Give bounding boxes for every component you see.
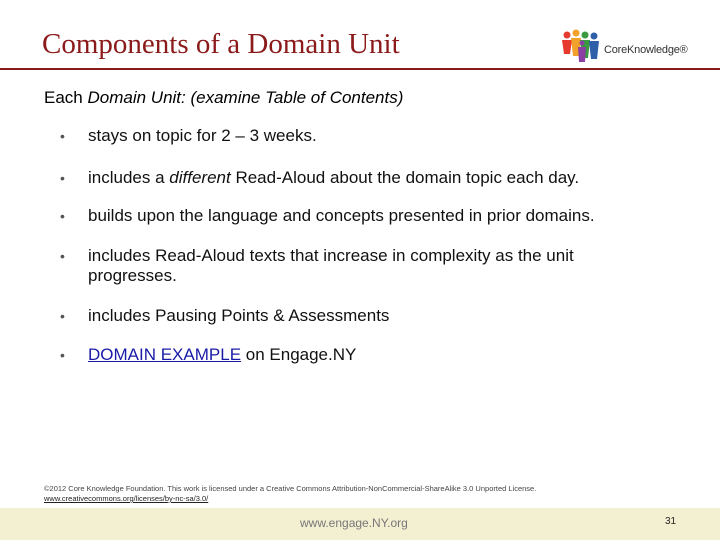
lead-italic: Domain Unit: (examine Table of Contents) bbox=[87, 88, 404, 107]
bullet-text: stays on topic for 2 – 3 weeks. bbox=[88, 126, 317, 145]
license-link[interactable]: www.creativecommons.org/licenses/by-nc-sa/3.0/ bbox=[44, 494, 209, 503]
bullet-item bbox=[60, 345, 660, 365]
bullet-list bbox=[60, 126, 660, 365]
bullet-item bbox=[60, 126, 660, 146]
page-number: 31 bbox=[665, 516, 677, 527]
bullet-item bbox=[60, 306, 660, 326]
bullet-icon: • bbox=[60, 347, 65, 363]
license-text: ©2012 Core Knowledge Foundation. This work is licensed under a Creative Commons Attribution-NonCommercial-ShareAlike 3.0 Unported License. bbox=[44, 484, 537, 493]
bullet-item bbox=[60, 246, 660, 286]
bullet-text-italic: different bbox=[169, 168, 231, 187]
bullet-item bbox=[60, 206, 660, 226]
bullet-text: builds upon the language and concepts presented in prior domains. bbox=[88, 206, 595, 225]
bullet-icon: • bbox=[60, 308, 65, 324]
bullet-item bbox=[60, 168, 660, 188]
bullet-text: includes Pausing Points & Assessments bbox=[88, 306, 390, 325]
lead-prefix: Each bbox=[44, 88, 88, 107]
lead-text bbox=[44, 88, 403, 108]
bullet-text-after: on Engage.NY bbox=[241, 345, 357, 364]
bullet-text-before: includes a bbox=[88, 168, 170, 187]
domain-example-link[interactable]: DOMAIN EXAMPLE bbox=[88, 345, 242, 364]
slide-title: Components of a Domain Unit bbox=[42, 28, 400, 60]
bullet-text-after: Read-Aloud about the domain topic each day. bbox=[230, 168, 580, 187]
bullet-icon: • bbox=[60, 170, 65, 186]
bullet-text: includes Read-Aloud texts that increase in complexity as the unit progresses. bbox=[88, 246, 574, 285]
bullet-icon: • bbox=[60, 248, 65, 264]
footer-bar bbox=[0, 508, 720, 540]
license-notice bbox=[44, 484, 684, 504]
title-divider bbox=[0, 68, 720, 70]
bullet-icon: • bbox=[60, 128, 65, 144]
footer-url: www.engage.NY.org bbox=[300, 516, 408, 530]
bullet-icon: • bbox=[60, 208, 65, 224]
logo-text: CoreKnowledge® bbox=[604, 44, 688, 56]
